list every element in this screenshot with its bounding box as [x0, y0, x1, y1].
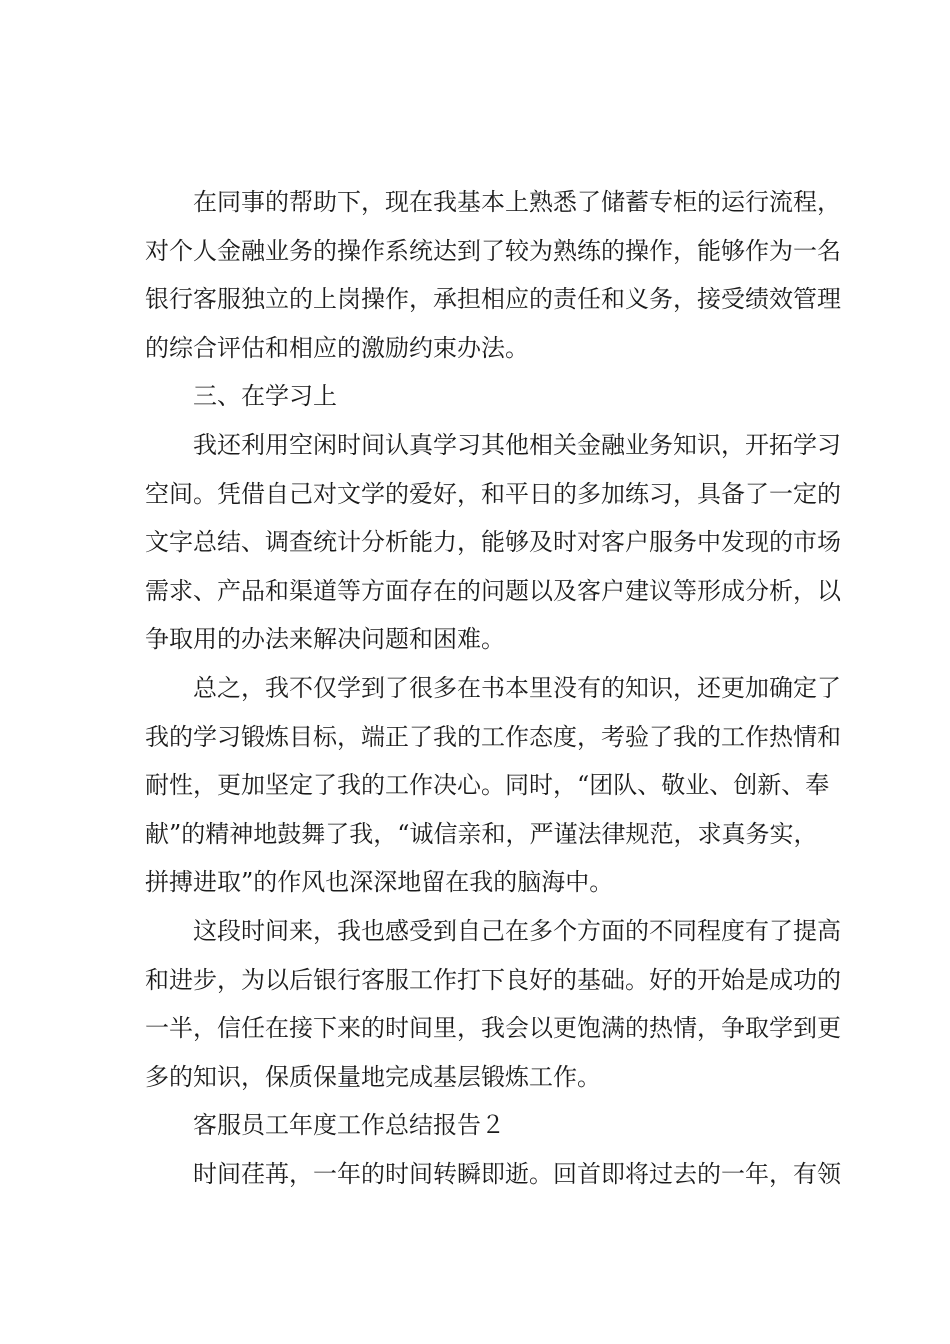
paragraph-report-intro: [145, 1150, 841, 1199]
text-line: 拼搏进取”的作风也深深地留在我的脑海中。: [145, 868, 614, 897]
text-line: 我还利用空闲时间认真学习其他相关金融业务知识，开拓学习: [193, 430, 841, 459]
text-line: 一半，信任在接下来的时间里，我会以更饱满的热情，争取学到更: [145, 1014, 841, 1043]
text-line: 献”的精神地鼓舞了我，“诚信亲和，严谨法律规范，求真务实，: [145, 819, 818, 848]
text-line: 空间。凭借自己对文学的爱好，和平日的多加练习，具备了一定的: [145, 479, 841, 508]
text-line: 耐性，更加坚定了我的工作决心。同时，“团队、敬业、创新、奉: [145, 771, 830, 800]
text-line: 多的知识，保质保量地完成基层锻炼工作。: [145, 1062, 601, 1091]
text-line: 文字总结、调查统计分析能力，能够及时对客户服务中发现的市场: [145, 528, 841, 557]
paragraph-summary: [145, 664, 841, 907]
text-line: 银行客服独立的上岗操作，承担相应的责任和义务，接受绩效管理: [145, 285, 841, 314]
text-line: 争取用的办法来解决问题和困难。: [145, 625, 505, 654]
text-line: 对个人金融业务的操作系统达到了较为熟练的操作，能够作为一名: [145, 236, 841, 265]
paragraph-counter-operations: [145, 178, 841, 372]
document-body: [145, 178, 841, 1198]
text-line: 的综合评估和相应的激励约束办法。: [145, 333, 529, 362]
text-line: 需求、产品和渠道等方面存在的问题以及客户建议等形成分析，以: [145, 576, 841, 605]
section-heading-study: 三、在学习上: [193, 382, 337, 411]
text-line: 和进步，为以后银行客服工作打下良好的基础。好的开始是成功的: [145, 965, 841, 994]
report-title-2: 客服员工年度工作总结报告２: [193, 1111, 505, 1140]
text-line: 我的学习锻炼目标，端正了我的工作态度，考验了我的工作热情和: [145, 722, 841, 751]
text-line: 这段时间来，我也感受到自己在多个方面的不同程度有了提高: [193, 916, 841, 945]
paragraph-progress: [145, 907, 841, 1101]
paragraph-study: [145, 421, 841, 664]
text-line: 时间荏苒，一年的时间转瞬即逝。回首即将过去的一年，有领: [193, 1159, 841, 1188]
text-line: 总之，我不仅学到了很多在书本里没有的知识，还更加确定了: [193, 673, 841, 702]
text-line: 在同事的帮助下，现在我基本上熟悉了储蓄专柜的运行流程，: [193, 188, 841, 216]
